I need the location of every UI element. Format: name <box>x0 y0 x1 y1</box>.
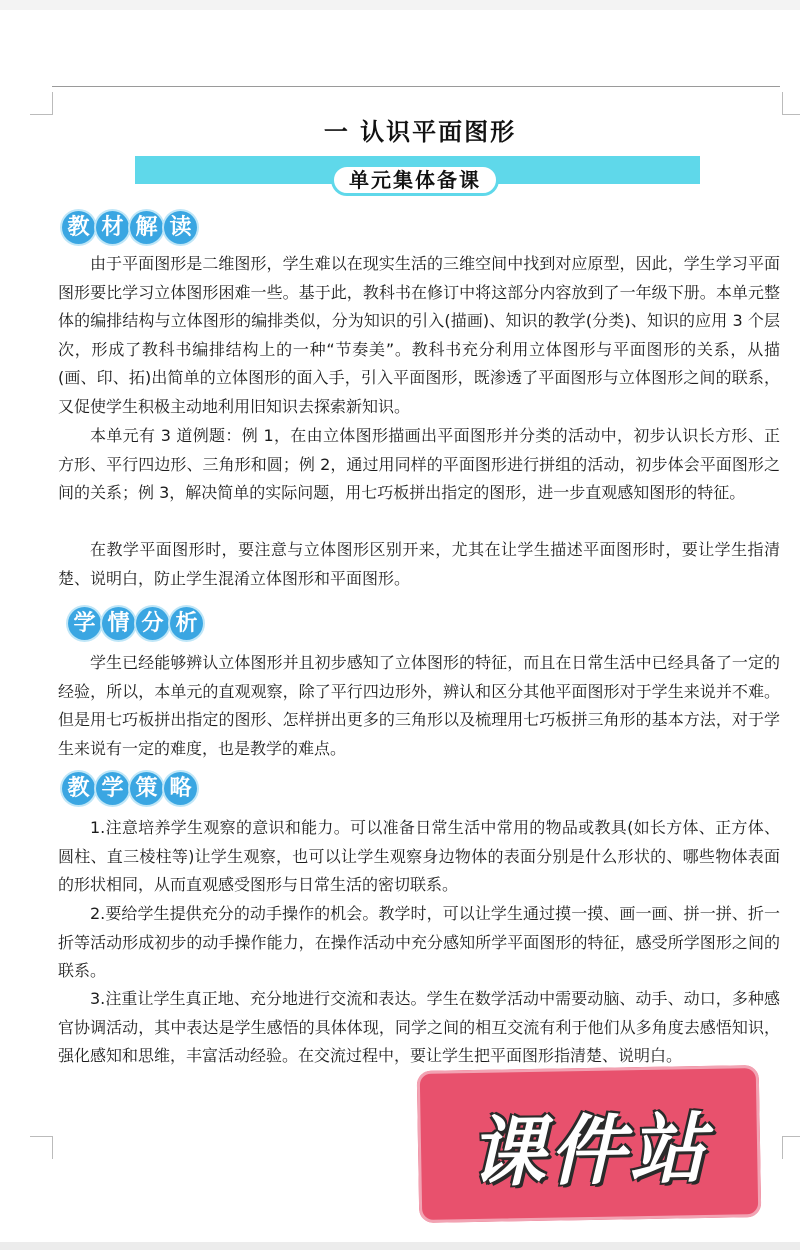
paragraph: 本单元有 3 道例题：例 1，在由立体图形描画出平面图形并分类的活动中，初步认识长方形、正方形、平行四边形、三角形和圆；例 2，通过用同样的平面图形进行拼组的活动，初步体会平面图形之间的关系；例 3，解决简单的实际问题，用七巧板拼出指定的图形，进一步直观感知图形的特征。 <box>58 426 780 502</box>
paragraph: 2.要给学生提供充分的动手操作的机会。教学时，可以让学生通过摸一摸、画一画、拼一拼、折一折等活动形成初步的动手操作能力，在操作活动中充分感知所学平面图形的特征，感受所学图形之间的联系。 <box>58 904 780 980</box>
heading-char: 教 <box>62 211 95 244</box>
banner-label: 单元集体备课 <box>331 164 499 196</box>
paragraph: 学生已经能够辨认立体图形并且初步感知了立体图形的特征，而且在日常生活中已经具备了一定的经验，所以，本单元的直观观察，除了平行四边形外，辨认和区分其他平面图形对于学生来说并不难。但是用七巧板拼出指定的图形、怎样拼出更多的三角形以及梳理用七巧板拼三角形的基本方法，对于学生来说有一定的难度，也是教学的难点。 <box>58 653 780 758</box>
heading-char: 策 <box>130 772 163 805</box>
section-heading-student-analysis <box>68 607 203 647</box>
section-heading-teaching-strategy <box>62 772 197 812</box>
header-rule <box>52 86 780 87</box>
paragraph: 1.注意培养学生观察的意识和能力。可以准备日常生活中常用的物品或教具(如长方体、正方体、圆柱、直三棱柱等)让学生观察，也可以让学生观察身边物体的表面分别是什么形状的、哪些物体表面的形状相同，从而直观感受图形与日常生活的密切联系。 <box>58 818 780 894</box>
watermark-stamp <box>417 1065 762 1223</box>
heading-char: 学 <box>96 772 129 805</box>
heading-char: 材 <box>96 211 129 244</box>
bottom-edge <box>0 1242 800 1250</box>
watermark-text: 课件站 <box>468 1103 710 1197</box>
paragraph: 由于平面图形是二维图形，学生难以在现实生活的三维空间中找到对应原型，因此，学生学习平面图形要比学习立体图形困难一些。基于此，教科书在修订中将这部分内容放到了一年级下册。本单元整体的编排结构与立体图形的编排类似，分为知识的引入(描画)、知识的教学(分类)、知识的应用 3 个层次，形成了教科书编排结构上的一种“节奏美”。教科书充分利用立体图形与平面图形的关系，从描(画、印、拓)出简单的立体图形的面入手，引入平面图形，既渗透了平面图形与立体图形之间的联系，又促使学生积极主动地利用旧知识去探索新知识。 <box>58 254 780 416</box>
section-heading-textbook-reading <box>62 211 197 251</box>
heading-char: 学 <box>68 607 101 640</box>
crop-mark-bottom-right <box>782 1136 800 1159</box>
heading-char: 略 <box>164 772 197 805</box>
heading-char: 分 <box>136 607 169 640</box>
page-title: 一 认识平面图形 <box>323 118 517 146</box>
crop-mark-bottom-left <box>30 1136 53 1159</box>
heading-char: 解 <box>130 211 163 244</box>
paragraph: 在教学平面图形时，要注意与立体图形区别开来，尤其在让学生描述平面图形时，要让学生指清楚、说明白，防止学生混淆立体图形和平面图形。 <box>58 540 780 588</box>
heading-char: 析 <box>170 607 203 640</box>
paragraph: 3.注重让学生真正地、充分地进行交流和表达。学生在数学活动中需要动脑、动手、动口，多种感官协调活动，其中表达是学生感悟的具体体现，同学之间的相互交流有利于他们从多角度去感悟知识，强化感知和思维，丰富活动经验。在交流过程中，要让学生把平面图形指清楚、说明白。 <box>58 989 780 1065</box>
top-edge <box>0 0 800 10</box>
heading-char: 读 <box>164 211 197 244</box>
heading-char: 情 <box>102 607 135 640</box>
heading-char: 教 <box>62 772 95 805</box>
